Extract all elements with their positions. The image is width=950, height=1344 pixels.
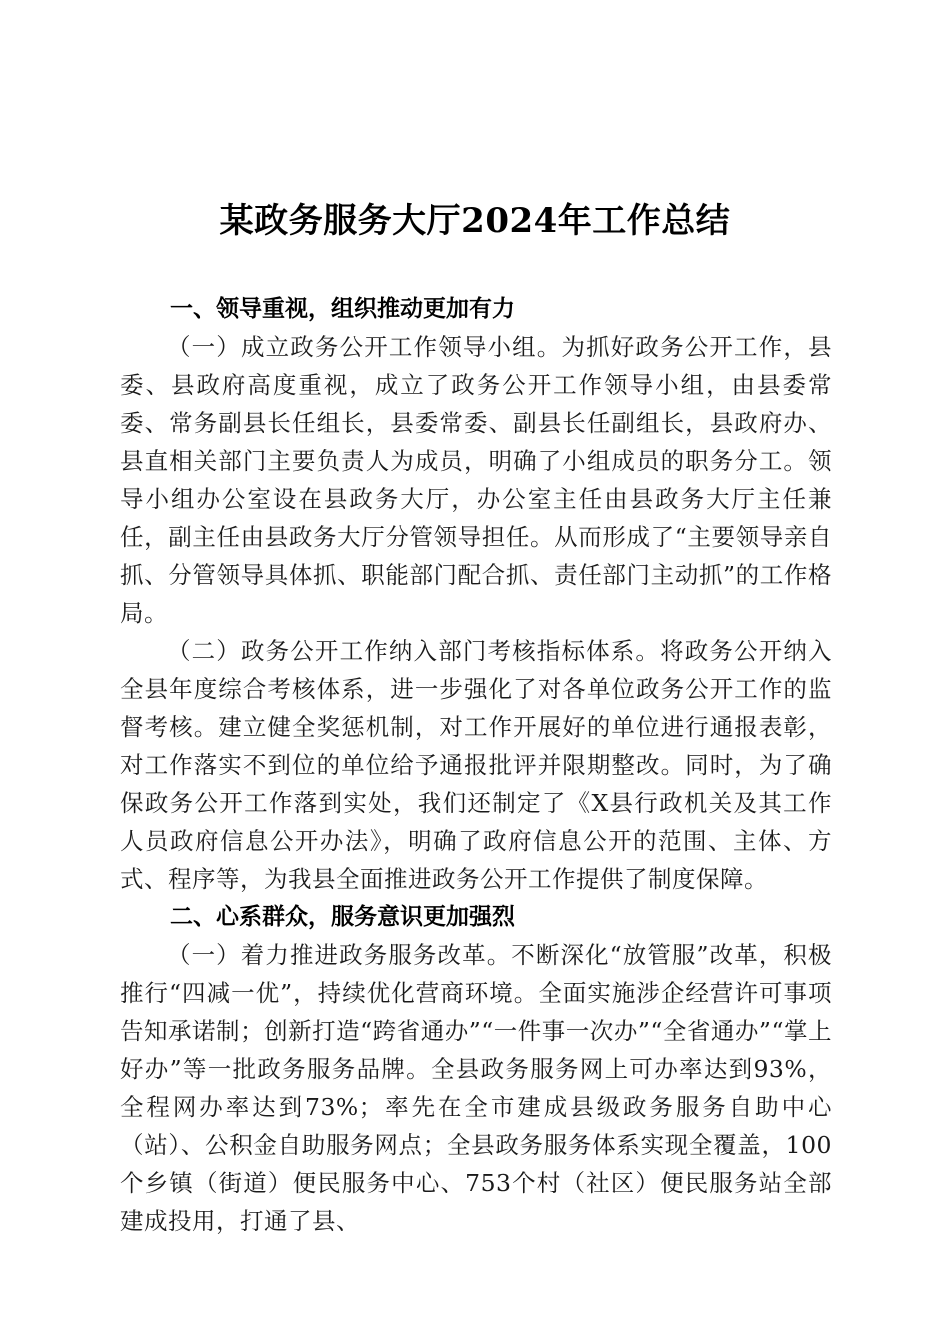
paragraph: （一）着力推进政务服务改革。不断深化“放管服”改革，积极推行“四减一优”，持续优化营商环境。全面实施涉企经营许可事项告知承诺制；创新打造“跨省通办”“一件事一次办”“全省通办”“掌上好办”等一批政务服务品牌。全县政务服务网上可办率达到93%，全程网办率达到73%；率先在全市建成县级政务服务自助中心（站）、公积金自助服务网点；全县政务服务体系实现全覆盖，100个乡镇（街道）便民服务中心、753个村（社区）便民服务站全部建成投用，打通了县、 (120, 941, 832, 1235)
document-title: 某政务服务大厅2024年工作总结 (219, 201, 731, 241)
section-heading: 二、心系群众，服务意识更加强烈 (170, 904, 515, 930)
paragraph: （一）成立政务公开工作领导小组。为抓好政务公开工作，县委、县政府高度重视，成立了政务公开工作领导小组，由县委常委、常务副县长任组长，县委常委、副县长任副组长，县政府办、县直相关部门主要负责人为成员，明确了小组成员的职务分工。领导小组办公室设在县政务大厅，办公室主任由县政务大厅主任兼任，副主任由县政务大厅分管领导担任。从而形成了“主要领导亲自抓、分管领导具体抓、职能部门配合抓、责任部门主动抓”的工作格局。 (120, 333, 832, 627)
paragraph: （二）政务公开工作纳入部门考核指标体系。将政务公开纳入全县年度综合考核体系，进一步强化了对各单位政务公开工作的监督考核。建立健全奖惩机制，对工作开展好的单位进行通报表彰，对工作落实不到位的单位给予通报批评并限期整改。同时，为了确保政务公开工作落到实处，我们还制定了《X县行政机关及其工作人员政府信息公开办法》，明确了政府信息公开的范围、主体、方式、程序等，为我县全面推进政务公开工作提供了制度保障。 (120, 637, 832, 893)
document-body (120, 290, 832, 1240)
section-heading: 一、领导重视，组织推动更加有力 (170, 296, 515, 322)
